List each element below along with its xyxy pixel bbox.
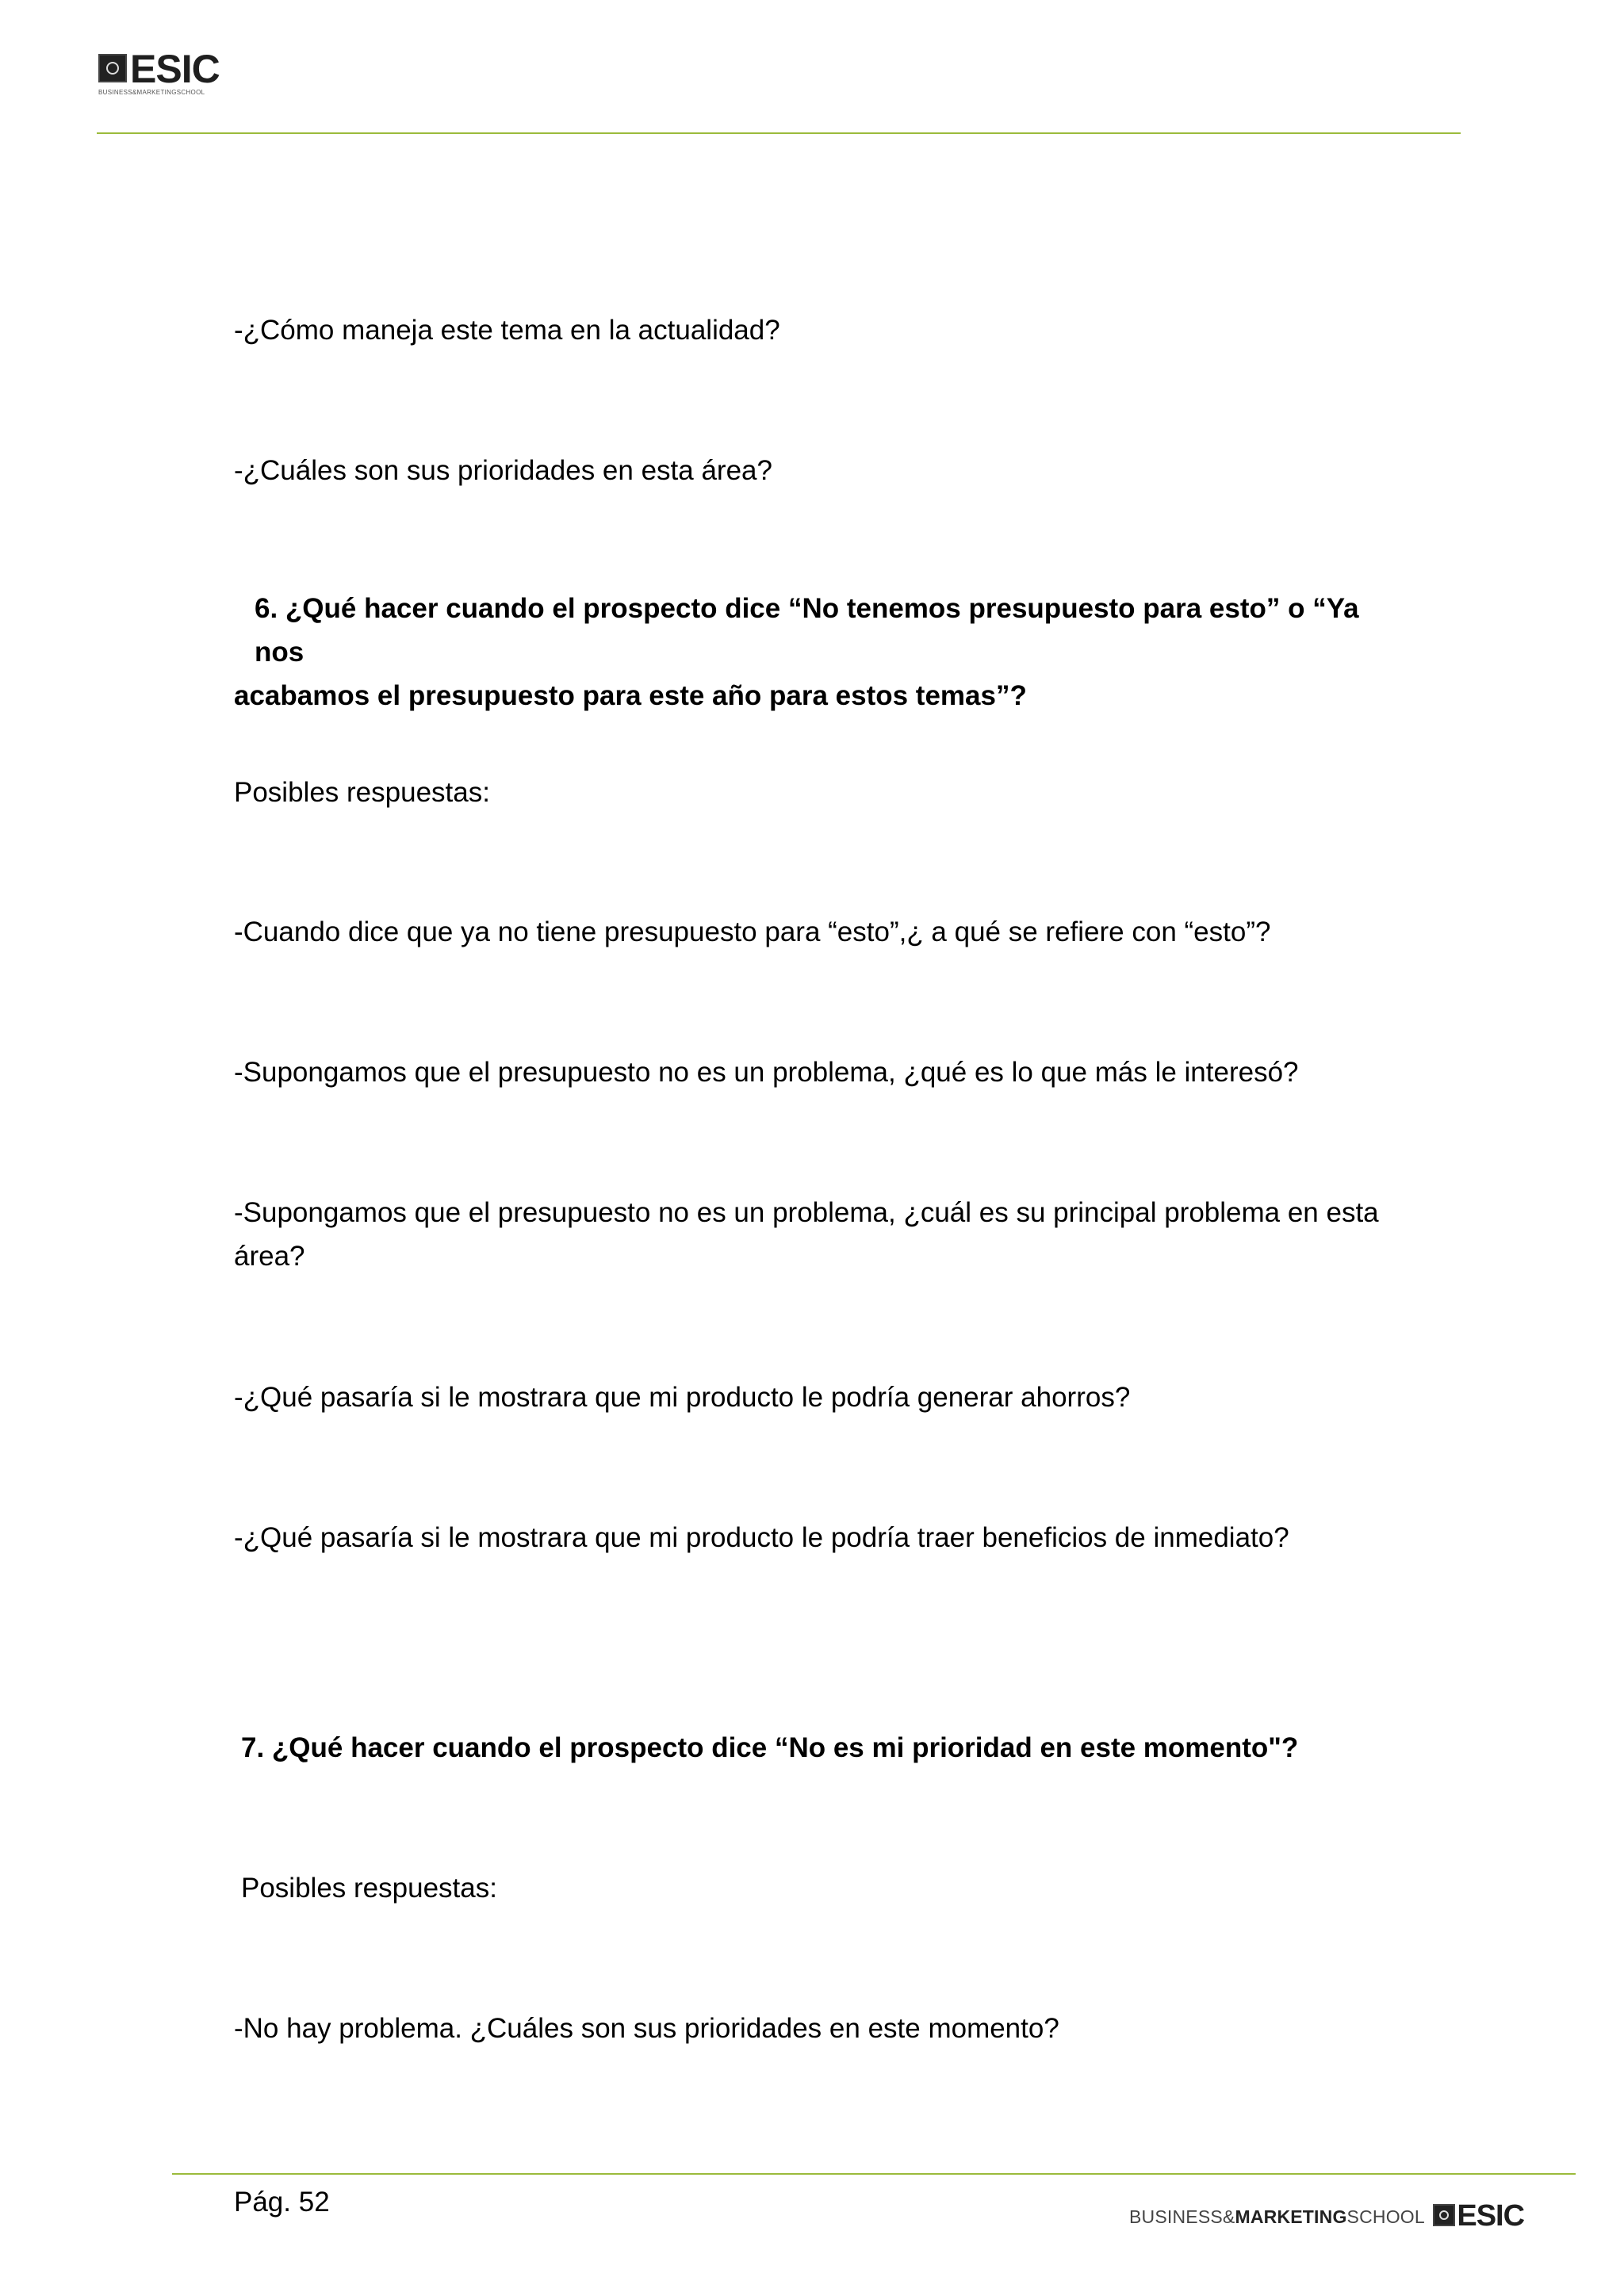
section-heading-6-line2: acabamos el presupuesto para este año para estos temas”? bbox=[234, 680, 1027, 711]
footer-tagline bbox=[1129, 2206, 1425, 2228]
footer-tagline-school: SCHOOL bbox=[1346, 2206, 1425, 2227]
question-priorities-area: -¿Cuáles son sus prioridades en esta área? bbox=[234, 455, 772, 486]
footer-esic-logo-text: ESIC bbox=[1457, 2199, 1525, 2233]
footer-tagline-marketing: MARKETING bbox=[1235, 2206, 1347, 2227]
esic-logo-text: ESIC bbox=[130, 47, 220, 91]
section-heading-6 bbox=[234, 587, 1400, 718]
footer-tagline-business: BUSINESS& bbox=[1129, 2206, 1235, 2227]
footer-esic-logo bbox=[1433, 2201, 1544, 2233]
answer-immediate-benefits: -¿Qué pasaría si le mostrara que mi producto le podría traer beneficios de inmediato? bbox=[234, 1522, 1289, 1553]
answer-main-problem-line1: -Supongamos que el presupuesto no es un problema, ¿cuál es su principal problema en esta bbox=[234, 1197, 1379, 1228]
section-heading-6-line1: 6. ¿Qué hacer cuando el prospecto dice “No tenemos presupuesto para esto” o “Ya nos bbox=[255, 593, 1359, 668]
header-divider bbox=[97, 132, 1461, 134]
section-heading-7: 7. ¿Qué hacer cuando el prospecto dice “No es mi prioridad en este momento"? bbox=[241, 1732, 1299, 1763]
answer-priorities-now: -No hay problema. ¿Cuáles son sus prioridades en este momento? bbox=[234, 2013, 1059, 2044]
answer-main-problem-line2: área? bbox=[234, 1241, 305, 1272]
possible-answers-label: Posibles respuestas: bbox=[234, 777, 490, 808]
page-number: Pág. 52 bbox=[234, 2187, 330, 2218]
esic-logo bbox=[98, 49, 254, 100]
question-current-handling: -¿Cómo maneja este tema en la actualidad? bbox=[234, 315, 780, 346]
esic-logo-tagline: BUSINESS&MARKETINGSCHOOL bbox=[98, 89, 205, 96]
footer-esic-emblem-icon bbox=[1433, 2204, 1455, 2226]
answer-what-is-this: -Cuando dice que ya no tiene presupuesto para “esto”,¿ a qué se refiere con “esto”? bbox=[234, 916, 1271, 947]
answer-most-interested: -Supongamos que el presupuesto no es un problema, ¿qué es lo que más le interesó? bbox=[234, 1057, 1299, 1088]
answer-savings: -¿Qué pasaría si le mostrara que mi producto le podría generar ahorros? bbox=[234, 1382, 1131, 1413]
footer-brand bbox=[1129, 2201, 1544, 2233]
esic-emblem-icon bbox=[98, 54, 127, 82]
footer-divider bbox=[172, 2173, 1576, 2175]
answer-main-problem bbox=[234, 1191, 1400, 1278]
possible-answers-label-2: Posibles respuestas: bbox=[241, 1873, 497, 1904]
